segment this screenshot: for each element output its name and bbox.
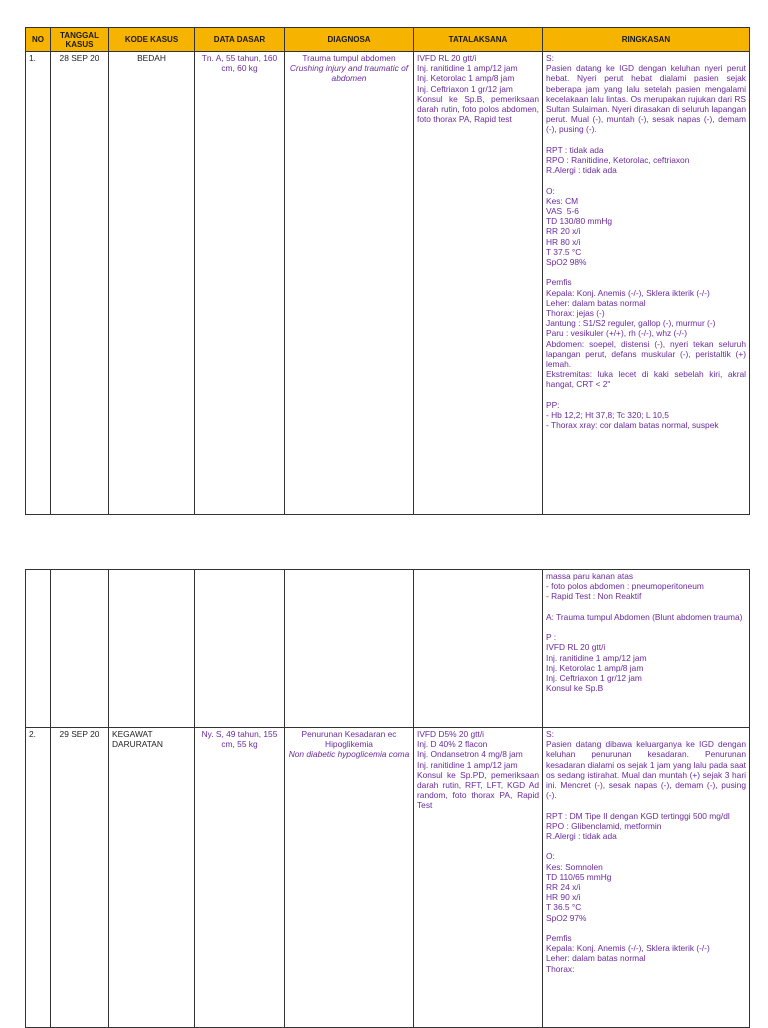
text-line: A: Trauma tumpul Abdomen (Blunt abdomen trauma) — [546, 611, 743, 622]
text-line: Thorax: — [546, 963, 575, 974]
text-line: Thorax: jejas (-) — [546, 308, 605, 319]
text-line: Leher: dalam batas normal — [546, 297, 646, 308]
text-line: Ekstremitas: luka lecet di kaki sebelah kiri, akral hangat, CRT < 2" — [546, 369, 749, 390]
empty-cell — [109, 570, 195, 728]
case-management — [414, 52, 543, 515]
text-line: RPT : tidak ada — [546, 144, 604, 155]
empty-cell — [26, 570, 51, 728]
case-code: BEDAH — [109, 52, 195, 515]
header-ringkasan: RINGKASAN — [543, 28, 750, 52]
text-line: Inj. ranitidine 1 amp/12 jam — [546, 652, 647, 663]
diagnosis-english: Crushing injury and traumatic of abdomen — [289, 63, 411, 84]
text-line: IVFD RL 20 gtt/i — [546, 642, 606, 653]
header-kode: KODE KASUS — [109, 28, 195, 52]
text-line: Konsul ke Sp.B, pemeriksaan darah rutin, foto polos abdomen, foto thorax PA, Rapid test — [417, 93, 542, 125]
text-line: RR 24 x/i — [546, 882, 581, 893]
header-row — [26, 28, 750, 52]
table-row-continued — [26, 570, 750, 728]
text-line: Pasien datang dibawa keluarganya ke IGD dengan keluhan penurunan kesadaran. Penurunan kesadaran dialami os sejak 1 jam yang lalu pada saat os sedang istirahat. Mual dan muntah (+) sejak 3 hari ini. Mencret (-), sesak napas (-), demam (-), pusing (-). — [546, 739, 749, 801]
case-date: 29 SEP 20 — [51, 728, 109, 1028]
text-line: Kes: Somnolen — [546, 861, 603, 872]
header-no: NO — [26, 28, 51, 52]
text-line: R.Alergi : tidak ada — [546, 831, 617, 842]
text-line — [546, 175, 746, 185]
text-line: O: — [546, 851, 555, 862]
text-line: Inj. Ketorolac 1 amp/8 jam — [546, 662, 644, 673]
text-line: Kepala: Konj. Anemis (-/-), Sklera ikterik (-/-) — [546, 943, 710, 954]
case-management — [414, 728, 543, 1028]
text-line — [546, 267, 746, 277]
text-line: - foto polos abdomen : pneumoperitoneum — [546, 581, 704, 592]
text-line: RPO : Ranitidine, Ketorolac, ceftriaxon — [546, 155, 690, 166]
text-line: Inj. D 40% 2 flacon — [417, 739, 488, 750]
empty-cell — [195, 570, 285, 728]
text-line: SpO2 98% — [546, 257, 587, 268]
text-line: Inj. Ondansetron 4 mg/8 jam — [417, 749, 523, 760]
text-line: Kepala: Konj. Anemis (-/-), Sklera ikterik (-/-) — [546, 287, 710, 298]
text-line: Jantung : S1/S2 reguler, gallop (-), murmur (-) — [546, 318, 716, 329]
text-line: - Hb 12,2; Ht 37,8; Tc 320; L 10,5 — [546, 410, 669, 421]
empty-cell — [51, 570, 109, 728]
case-basic-data: Tn. A, 55 tahun, 160 cm, 60 kg — [195, 52, 285, 515]
case-no: 1. — [26, 52, 51, 515]
table-row — [26, 52, 750, 515]
text-line: O: — [546, 185, 555, 196]
text-line: S: — [546, 53, 554, 63]
text-line: SpO2 97% — [546, 912, 587, 923]
text-line: T 37.5 °C — [546, 246, 582, 257]
case-table-page-2 — [25, 569, 750, 1028]
case-diagnosis — [285, 728, 414, 1028]
text-line: Inj. ranitidine 1 amp/12 jam — [417, 759, 518, 770]
text-line: IVFD D5% 20 gtt/i — [417, 729, 485, 739]
text-line: Inj. ranitidine 1 amp/12 jam — [417, 63, 518, 74]
text-line: Pasien datang ke IGD dengan keluhan nyeri perut hebat. Nyeri perut hebat dialami pasien sejak beberapa jam yang lalu setelah pasien mengalami kecelakaan lalu lintas. Os merupakan rujukan dari RS Sultan Sulaiman. Nyeri dirasakan di seluruh lapangan perut. Mual (-), muntah (-), sesak napas (-), demam (-), pusing (-). — [546, 63, 749, 135]
text-line: Konsul ke Sp.B — [546, 683, 604, 694]
text-line: P : — [546, 632, 557, 643]
table-row — [26, 728, 750, 1028]
text-line — [546, 841, 746, 851]
case-code: KEGAWAT DARURATAN — [109, 728, 195, 1028]
empty-cell — [285, 570, 414, 728]
case-basic-data: Ny. S, 49 tahun, 155 cm, 55 kg — [195, 728, 285, 1028]
text-line: RPO : Glibenclamid, metformin — [546, 820, 662, 831]
text-line: massa paru kanan atas — [546, 571, 634, 581]
diagnosis-english: Non diabetic hypoglicemia coma — [288, 749, 410, 760]
text-line: RR 20 x/i — [546, 226, 581, 237]
text-line: RPT : DM Tipe II dengan KGD tertinggi 500 mg/dl — [546, 810, 730, 821]
text-line: Inj. Ceftriaxon 1 gr/12 jam — [417, 83, 513, 94]
case-summary — [543, 728, 750, 1028]
text-line — [546, 390, 746, 400]
text-line: - Thorax xray: cor dalam batas normal, suspek — [546, 420, 719, 431]
text-line: Kes: CM — [546, 195, 579, 206]
text-line: Pemfis — [546, 933, 572, 944]
case-table-page-1 — [25, 27, 750, 515]
text-line: Abdomen: soepel, distensi (-), nyeri tekan seluruh lapangan perut, defans muskular (-), peristaltik (+) lemah. — [546, 338, 749, 370]
case-diagnosis — [285, 52, 414, 515]
text-line: IVFD RL 20 gtt/i — [417, 53, 477, 63]
text-line: TD 110/65 mmHg — [546, 871, 612, 882]
case-summary — [543, 52, 750, 515]
text-line: HR 90 x/i — [546, 892, 581, 903]
text-line: VAS 5-6 — [546, 206, 579, 217]
text-line: Inj. Ketorolac 1 amp/8 jam — [417, 73, 515, 84]
text-line: Konsul ke Sp.PD, pemeriksaan darah rutin, RFT, LFT, KGD Ad random, foto thorax PA, Rapid Test — [417, 769, 542, 811]
text-line: T 36.5 °C — [546, 902, 582, 913]
text-line — [546, 923, 746, 933]
header-tatalaksana: TATALAKSANA — [414, 28, 543, 52]
text-line: Leher: dalam batas normal — [546, 953, 646, 964]
text-line: S: — [546, 729, 554, 739]
diagnosis-text: Penurunan Kesadaran ec Hipoglikemia — [301, 729, 399, 750]
header-diagnosa: DIAGNOSA — [285, 28, 414, 52]
case-date: 28 SEP 20 — [51, 52, 109, 515]
text-line: - Rapid Test : Non Reaktif — [546, 591, 642, 602]
text-line: Paru : vesikuler (+/+), rh (-/-), whz (-/-) — [546, 328, 687, 339]
diagnosis-text: Trauma tumpul abdomen — [302, 53, 396, 63]
empty-cell — [414, 570, 543, 728]
text-line — [546, 602, 746, 612]
case-summary-continued — [543, 570, 750, 728]
text-line — [546, 622, 746, 632]
text-line: TD 130/80 mmHg — [546, 216, 613, 227]
text-line — [546, 135, 746, 145]
text-line: PP: — [546, 399, 560, 410]
text-line — [546, 800, 746, 810]
text-line: HR 80 x/i — [546, 236, 581, 247]
header-data-dasar: DATA DASAR — [195, 28, 285, 52]
text-line: Inj. Ceftriaxon 1 gr/12 jam — [546, 673, 642, 683]
case-no: 2. — [26, 728, 51, 1028]
text-line: Pemfis — [546, 277, 572, 288]
header-tanggal: TANGGAL KASUS — [51, 28, 109, 52]
text-line: R.Alergi : tidak ada — [546, 165, 617, 176]
